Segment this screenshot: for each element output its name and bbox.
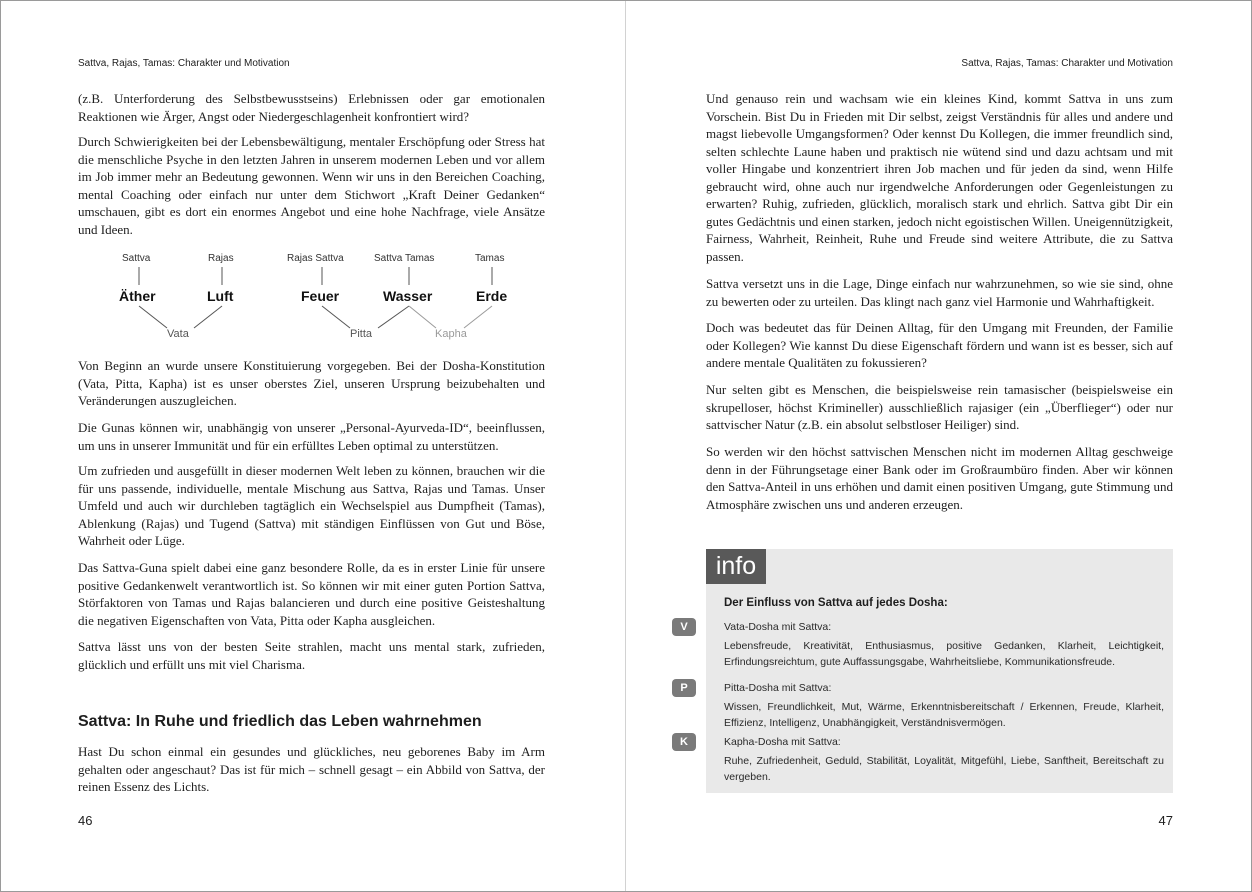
page-number-right: 47 bbox=[1158, 813, 1173, 828]
connector-erde-kapha bbox=[464, 306, 492, 328]
paragraph: Um zufrieden und ausgefüllt in dieser modernen Welt leben zu können, brauchen wir die für uns passende, individuelle, mentale Mischung aus Sattva, Rajas und Tamas. Unser Umfeld und auch wir durchleben tagtäglich ein Wechselspiel aus Dumpfheit (Tamas), Ablenkung (Rajas) und Tugend (Sattva) mit ständigen Einflüssen von Gut und Böse, Wahrheit oder Lüge. bbox=[78, 463, 545, 548]
guna-label-sattva: Sattva bbox=[122, 253, 151, 264]
paragraph: Das Sattva-Guna spielt dabei eine ganz besondere Rolle, da es in erster Linie für unsere positive Gedankenwelt verantwortlich ist. So können wir mit einer guten Portion Sattva, Störfaktoren von Tamas und Rajas balancieren und durch eine positive Geisteshaltung die negativen Eigenschaften von Vata, Pitta oder Kapha ausgleichen. bbox=[78, 560, 545, 628]
book-spine bbox=[625, 1, 626, 891]
paragraph: Von Beginn an wurde unsere Konstituierung vorgegeben. Bei der Dosha-Konstitution (Vata, Pitta, Kapha) ist es unser oberstes Ziel, unseren Ursprung beizubehalten und Veränderungen auszugleichen. bbox=[78, 358, 545, 408]
element-label-erde: Erde bbox=[476, 288, 508, 304]
paragraph: Durch Schwierigkeiten bei der Lebensbewältigung, mentaler Erschöpfung oder Stress hat die menschliche Psyche in den letzten Jahren in unserem modernen Leben und vor allem im Job immer mehr an Bedeutung gewonnen. Wenn wir uns in den Bereichen Coaching, mental Coaching oder einfach nur unter dem Stichwort „Kraft Deiner Gedanken“ umschauen, gibt es dort ein enormes Angebot und eine hohe Nachfrage, viele Ansätze und Ideen. bbox=[78, 134, 545, 237]
badge-kapha: K bbox=[672, 733, 696, 751]
paragraph: So werden wir den höchst sattvischen Menschen nicht im modernen Alltag geschweige denn in der Führungsetage einer Bank oder im Großraumbüro finden. Aber wir können den Sattva-Anteil in uns erhöhen und damit einen positiven Umgang, gute Stimmung und Atmosphäre zwischen uns und anderen erzeugen. bbox=[706, 444, 1173, 512]
element-label-aether: Äther bbox=[119, 288, 156, 304]
dosha-desc-vata: Lebensfreude, Kreativität, Enthusiasmus, positive Gedanken, Klarheit, Leichtigkeit, Erfindungsreichtum, gute Auffassungsgabe, Wahrheitsliebe, Kommunikationsfreude. bbox=[724, 640, 1164, 668]
dosha-label-pitta: Pitta bbox=[350, 328, 373, 340]
dosha-label-kapha: Kapha bbox=[435, 328, 467, 340]
paragraph: Sattva versetzt uns in die Lage, Dinge einfach nur wahrzunehmen, so wie sie sind, ohne zu bewerten oder zu urteilen. Das klingt nach ganz viel Harmonie und Wahrhaftigkeit. bbox=[706, 276, 1173, 309]
connector-feuer-pitta bbox=[322, 306, 350, 328]
connector-luft-vata bbox=[194, 306, 222, 328]
page-number-left: 46 bbox=[78, 813, 93, 828]
paragraph: Sattva lässt uns von der besten Seite strahlen, macht uns mental stark, zufrieden, glücklich und erfüllt uns mit viel Charisma. bbox=[78, 639, 545, 672]
element-label-feuer: Feuer bbox=[301, 288, 340, 304]
guna-label-rajas: Rajas bbox=[208, 253, 234, 264]
running-head-right: Sattva, Rajas, Tamas: Charakter und Motivation bbox=[961, 58, 1173, 69]
section-heading: Sattva: In Ruhe und friedlich das Leben wahrnehmen bbox=[78, 713, 482, 730]
guna-label-sattva-tamas: Sattva Tamas bbox=[374, 253, 435, 264]
dosha-label-vata: Vata bbox=[167, 328, 189, 340]
dosha-name-pitta: Pitta-Dosha mit Sattva: bbox=[724, 682, 832, 694]
badge-vata: V bbox=[672, 618, 696, 636]
element-label-luft: Luft bbox=[207, 288, 234, 304]
badge-pitta: P bbox=[672, 679, 696, 697]
guna-label-tamas: Tamas bbox=[475, 253, 505, 264]
info-tab: info bbox=[706, 549, 766, 584]
connector-wasser-pitta bbox=[378, 306, 409, 328]
dosha-name-kapha: Kapha-Dosha mit Sattva: bbox=[724, 736, 841, 748]
paragraph: Nur selten gibt es Menschen, die beispielsweise rein tamasischer (beispielsweise ein skrupelloser, höchst Krimineller) ausschließlich rajasiger (ein „Überflieger“) oder nur sattvischer Natur (z.B. ein absolut selbstloser Heiliger) sind. bbox=[706, 382, 1173, 432]
paragraph: Die Gunas können wir, unabhängig von unserer „Personal-Ayurveda-ID“, beeinflussen, um uns in unserer Immunität und für ein erfülltes Leben optimal zu unterstützen. bbox=[78, 420, 545, 453]
dosha-desc-kapha: Ruhe, Zufriedenheit, Geduld, Stabilität, Loyalität, Mitgefühl, Liebe, Sanftheit, Bereitschaft zu vergeben. bbox=[724, 755, 1164, 783]
right-page bbox=[680, 0, 1173, 892]
paragraph: (z.B. Unterforderung des Selbstbewusstseins) Erlebnissen oder gar emotionalen Reaktionen wie Ärger, Angst oder Niedergeschlagenheit konfrontiert wird? bbox=[78, 91, 545, 124]
paragraph: Hast Du schon einmal ein gesundes und glückliches, neu geborenes Baby im Arm gehalten oder angeschaut? Das ist für mich – schnell gesagt – ein Abbild von Sattva, der reinen Essenz des Lichts. bbox=[78, 744, 545, 794]
paragraph: Doch was bedeutet das für Deinen Alltag, für den Umgang mit Freunden, der Familie oder Kollegen? Wie kannst Du diese Eigenschaft fördern und wann ist es besser, sich auf andere mentale Qualitäten zu fokussieren? bbox=[706, 320, 1173, 370]
left-page bbox=[78, 0, 545, 892]
dosha-name-vata: Vata-Dosha mit Sattva: bbox=[724, 621, 832, 633]
info-box bbox=[680, 549, 1173, 793]
running-head-left: Sattva, Rajas, Tamas: Charakter und Motivation bbox=[78, 58, 290, 69]
dosha-desc-pitta: Wissen, Freundlichkeit, Mut, Wärme, Erkenntnisbereitschaft / Erkennen, Freude, Klarheit, Effizienz, Intelligenz, Unabhängigkeit, Verständnisvermögen. bbox=[724, 701, 1164, 729]
guna-label-rajas-sattva: Rajas Sattva bbox=[287, 253, 344, 264]
connector-wasser-kapha bbox=[409, 306, 436, 328]
info-title: Der Einfluss von Sattva auf jedes Dosha: bbox=[724, 597, 948, 609]
paragraph: Und genauso rein und wachsam wie ein kleines Kind, kommt Sattva in uns zum Vorschein. Bist Du in Frieden mit Dir selbst, zeigst Verständnis für alles und andere und magst liebevolle Umgangsformen? Oder kennst Du Kollegen, die immer freundlich sind, selten schlechte Laune haben und praktisch nie wütend sind und dazu achtsam und mit voller Hingabe und konzentriert ihren Job machen und für jeden da sind, wenn Hilfe gebraucht wird, ohne auch nur irgendwelche Anforderungen oder Gegenleistungen zu erwarten? Ruhig, zufrieden, glücklich, moralisch stark und ehrlich. Sattva gibt Dir ein gutes Gedächtnis und einen starken, jedoch nicht egoistischen Willen. Uneigennützigkeit, Fairness, Wahrheit, Reinheit, Ruhe und Freude sind weitere Attribute, die zu Sattva passen. bbox=[706, 91, 1173, 264]
element-label-wasser: Wasser bbox=[383, 288, 433, 304]
guna-dosha-diagram bbox=[78, 250, 545, 345]
connector-aether-vata bbox=[139, 306, 167, 328]
